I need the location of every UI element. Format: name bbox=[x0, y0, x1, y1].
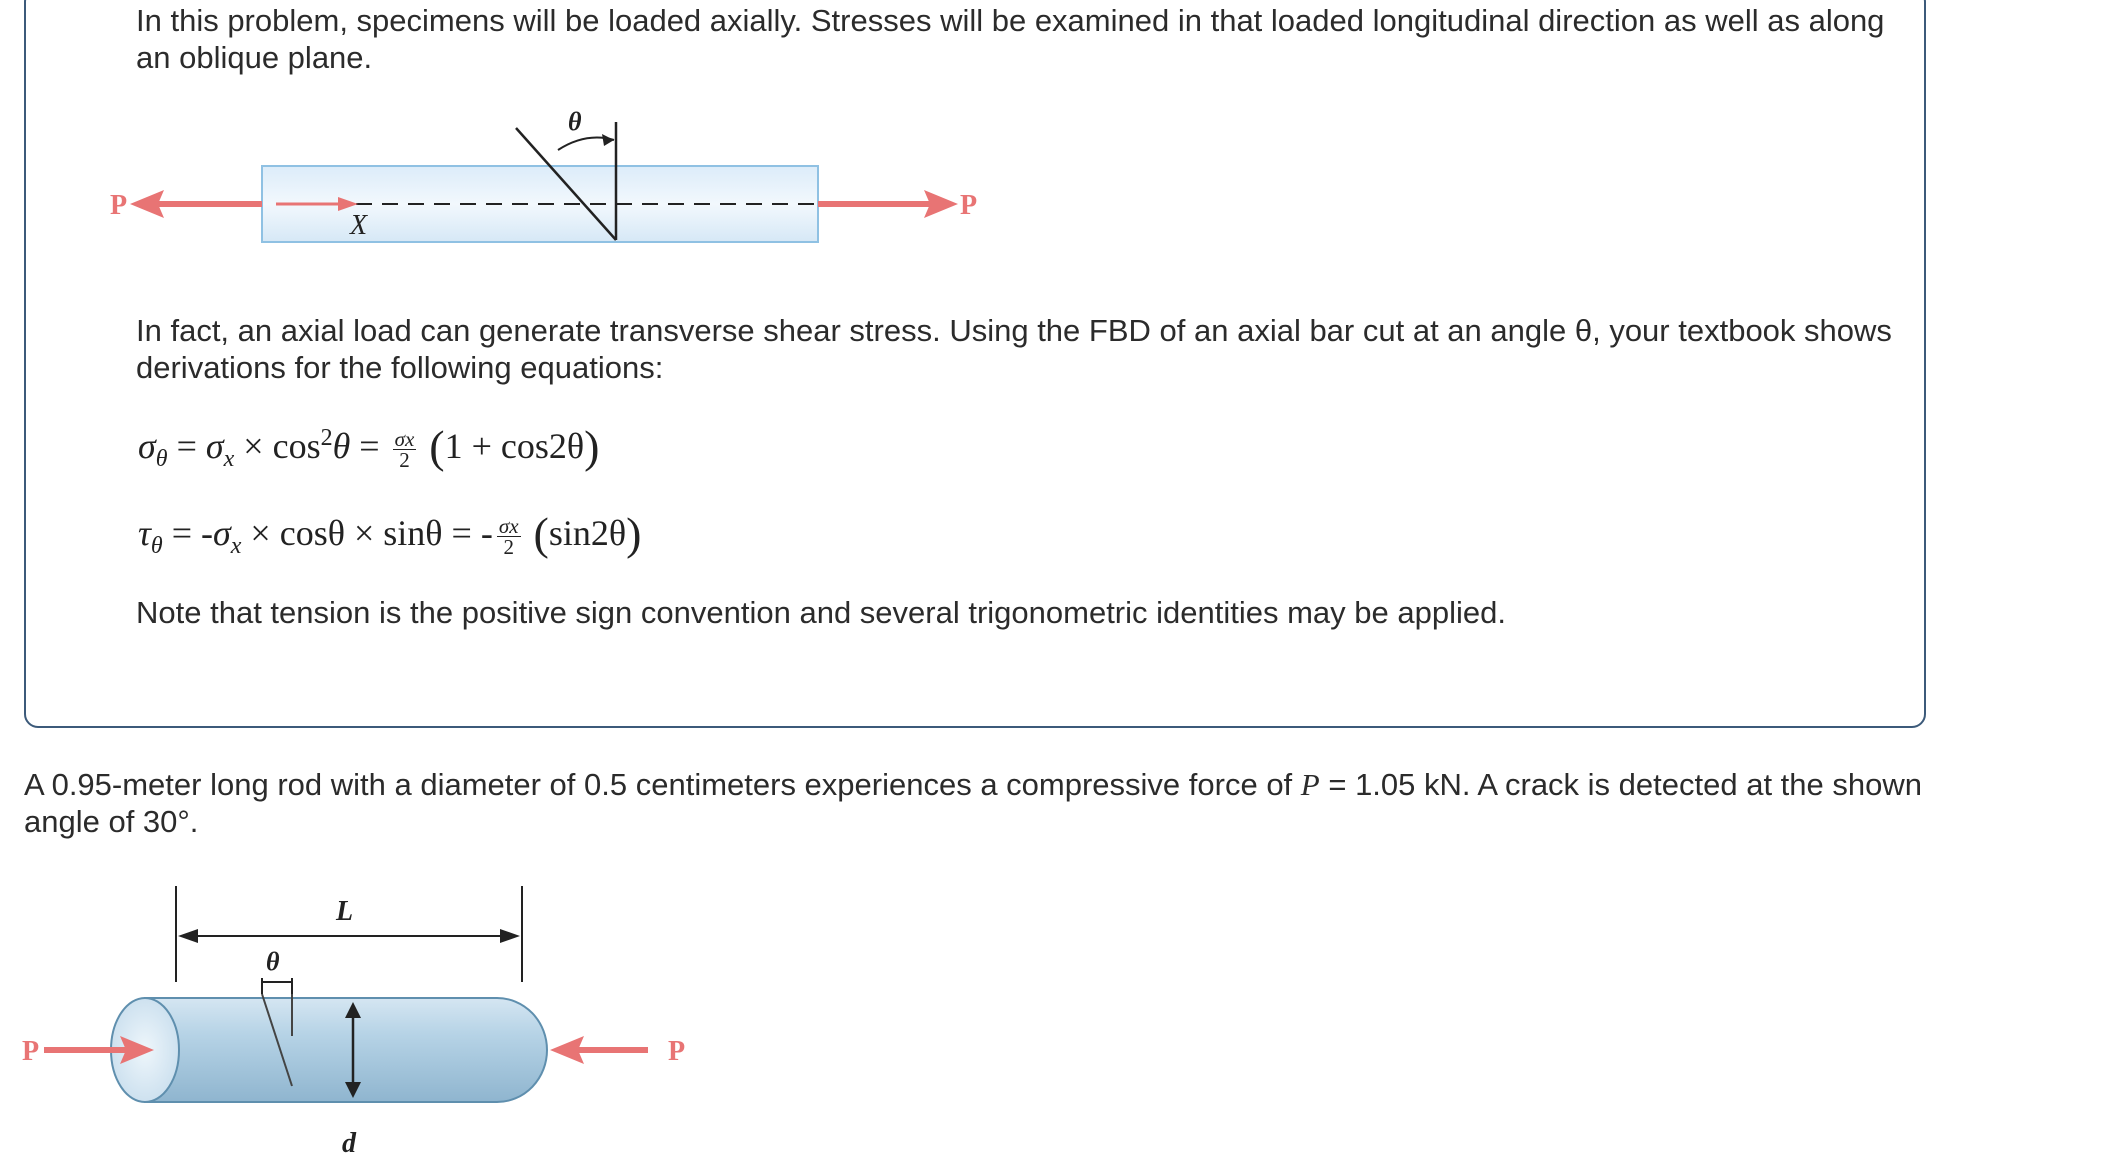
fraction: $\frac{\sigma x}{2}$ bbox=[394, 427, 415, 473]
length-arrow-left bbox=[178, 929, 198, 943]
fraction: $\frac{\sigma x}{2}$ bbox=[498, 514, 519, 560]
rod-body bbox=[145, 998, 547, 1102]
intro-paragraph-3: Note that tension is the positive sign convention and several trigonometric identities may be applied. bbox=[136, 595, 1506, 630]
load-label-right: P bbox=[668, 1036, 686, 1067]
intro-panel bbox=[24, 0, 1926, 728]
diameter-label: d bbox=[342, 1128, 356, 1159]
load-label-left: P bbox=[110, 190, 128, 221]
load-label-right: P bbox=[960, 190, 978, 221]
shear-stress-equation: $\tau_\theta = -\sigma_x \times \cos\theta \times \sin\theta$ = - $\frac{\sigma x}{2}$ (sin2θ) bbox=[138, 508, 642, 560]
rod-figure bbox=[0, 876, 720, 1166]
intro-paragraph-2: In fact, an axial load can generate transverse shear stress. Using the FBD of an axial bar cut at an angle θ, your textbook shows derivations for the following equations: bbox=[136, 313, 1892, 385]
load-label-left: P bbox=[22, 1036, 40, 1067]
length-label: L bbox=[336, 896, 354, 927]
normal-stress-equation: $\sigma_\theta = \sigma_x \times \cos^2\theta$ = $\frac{\sigma x}{2}$ (1 + cos2θ) bbox=[138, 421, 600, 473]
length-arrow-right bbox=[500, 929, 520, 943]
intro-paragraph-1: In this problem, specimens will be loaded axially. Stresses will be examined in that loaded longitudinal direction as well as along an oblique plane. bbox=[136, 3, 1885, 75]
problem-statement: A 0.95-meter long rod with a diameter of 0.5 centimeters experiences a compressive force of P = 1.05 kN. A crack is detected at the shown angle of 30°. bbox=[24, 767, 1922, 839]
x-axis-label: X bbox=[350, 210, 368, 241]
angle-label-rod: θ bbox=[266, 947, 280, 976]
angle-arc-head bbox=[602, 134, 614, 146]
axial-bar-figure bbox=[106, 110, 986, 260]
angle-label: θ bbox=[568, 110, 582, 136]
